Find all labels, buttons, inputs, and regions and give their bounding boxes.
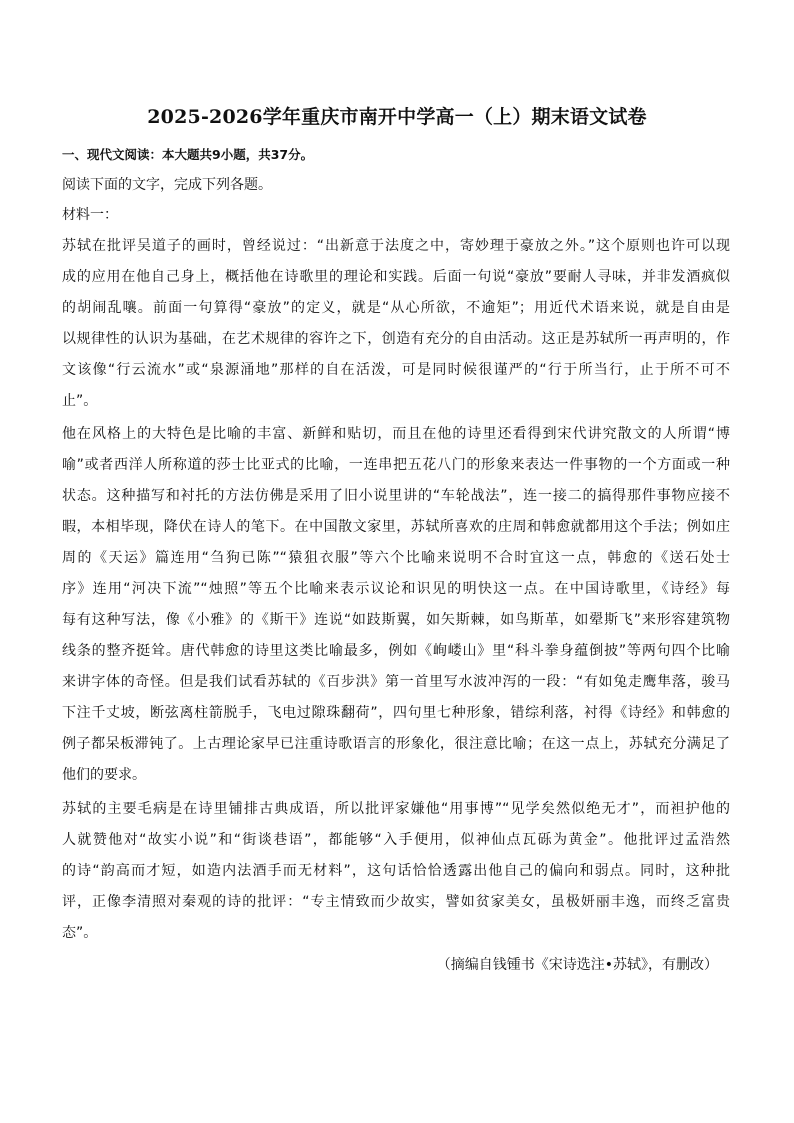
paragraph1-line: 苏轼在批评吴道子的画时，曾经说过：“出新意于法度之中，寄妙理于豪放之外。”这个原则也许可以现 bbox=[62, 238, 730, 254]
paragraph1-line: 的胡闹乱嚷。前面一句算得“豪放”的定义，就是“从心所欲，不逾矩”；用近代术语来说，就是自由是 bbox=[62, 300, 730, 316]
paragraph2-line: 序》连用“河决下流”“烛照”等五个比喻来表示议论和识见的明快这一点。在中国诗歌里，《诗经》每 bbox=[62, 581, 730, 597]
paragraph3-line: 的诗“韵高而才短，如造内法酒手而无材料”，这句话恰恰透露出他自己的偏向和弱点。同时，这种批 bbox=[62, 863, 730, 879]
reading-instruction: 阅读下面的文字，完成下列各题。 bbox=[62, 177, 272, 193]
paragraph3-line: 人就赞他对“故实小说”和“街谈巷语”，都能够“入手便用，似神仙点瓦砾为黄金”。他批评过孟浩然 bbox=[62, 832, 730, 848]
paragraph2-line: 下注千丈坡，断弦离柱箭脱手，飞电过隙珠翻荷”，四句里七种形象，错综利落，衬得《诗经》和韩愈的 bbox=[62, 705, 730, 721]
paragraph2-line: 每有这种写法，像《小雅》的《斯干》连说“如跂斯翼，如矢斯棘，如鸟斯革，如翚斯飞”来形容建筑物 bbox=[62, 612, 730, 628]
paragraph2-line: 他们的要求。 bbox=[62, 767, 146, 783]
paragraph3-line: 苏轼的主要毛病是在诗里铺排古典成语，所以批评家嫌他“用事博”“见学矣然似绝无才”，而袒护他的 bbox=[62, 801, 730, 817]
paragraph1-line: 文该像“行云流水”或“泉源涌地”那样的自在活泼，可是同时候很谨严的“行于所当行，止于所不可不 bbox=[62, 362, 730, 378]
paragraph2-line: 状态。这种描写和衬托的方法仿佛是采用了旧小说里讲的“车轮战法”，连一接二的搞得那件事物应接不 bbox=[62, 488, 730, 504]
paragraph2-line: 线条的整齐挺耸。唐代韩愈的诗里这类比喻最多，例如《峋嵝山》里“科斗拳身蕴倒披”等两句四个比喻 bbox=[62, 643, 730, 659]
paragraph1-line: 止”。 bbox=[62, 393, 98, 409]
source-citation: （摘编自钱锺书《宋诗选注•苏轼》，有删改） bbox=[436, 957, 718, 973]
paragraph2-line: 来讲字体的奇怪。但是我们试看苏轼的《百步洪》第一首里写水波冲泻的一段：“有如兔走鹰隼落，骏马 bbox=[62, 674, 730, 690]
paragraph1-line: 成的应用在他自己身上，概括他在诗歌里的理论和实践。后面一句说“豪放”要耐人寻味，并非发酒疯似 bbox=[62, 269, 730, 285]
paragraph2-line: 他在风格上的大特色是比喻的丰富、新鲜和贴切，而且在他的诗里还看得到宋代讲究散文的人所谓“博 bbox=[62, 426, 730, 442]
paragraph2-line: 暇，本相毕现，降伏在诗人的笔下。在中国散文家里，苏轼所喜欢的庄周和韩愈就都用这个手法；例如庄 bbox=[62, 519, 730, 535]
paragraph1-line: 以规律性的认识为基础，在艺术规律的容许之下，创造有充分的自由活动。这正是苏轼所一再声明的，作 bbox=[62, 331, 730, 347]
paragraph2-line: 周的《天运》篇连用“刍狗已陈”“猿狙衣服”等六个比喻来说明不合时宜这一点，韩愈的《送石处士 bbox=[62, 550, 730, 566]
paragraph2-line: 例子都呆板滞钝了。上古理论家早已注重诗歌语言的形象化，很注意比喻；在这一点上，苏轼充分满足了 bbox=[62, 736, 730, 752]
exam-title: 2025-2026学年重庆市南开中学高一（上）期末语文试卷 bbox=[147, 106, 647, 128]
paragraph2-line: 喻”或者西洋人所称道的莎士比亚式的比喻，一连串把五花八门的形象来表达一件事物的一个方面或一种 bbox=[62, 457, 730, 473]
section-heading: 一、现代文阅读：本大题共9小题，共37分。 bbox=[62, 147, 314, 162]
paragraph3-line: 评，正像李清照对秦观的诗的批评：“专主情致而少故实，譬如贫家美女，虽极妍丽丰逸，而终乏富贵 bbox=[62, 894, 730, 910]
material-label: 材料一： bbox=[62, 207, 118, 223]
paragraph3-line: 态”。 bbox=[62, 925, 98, 941]
